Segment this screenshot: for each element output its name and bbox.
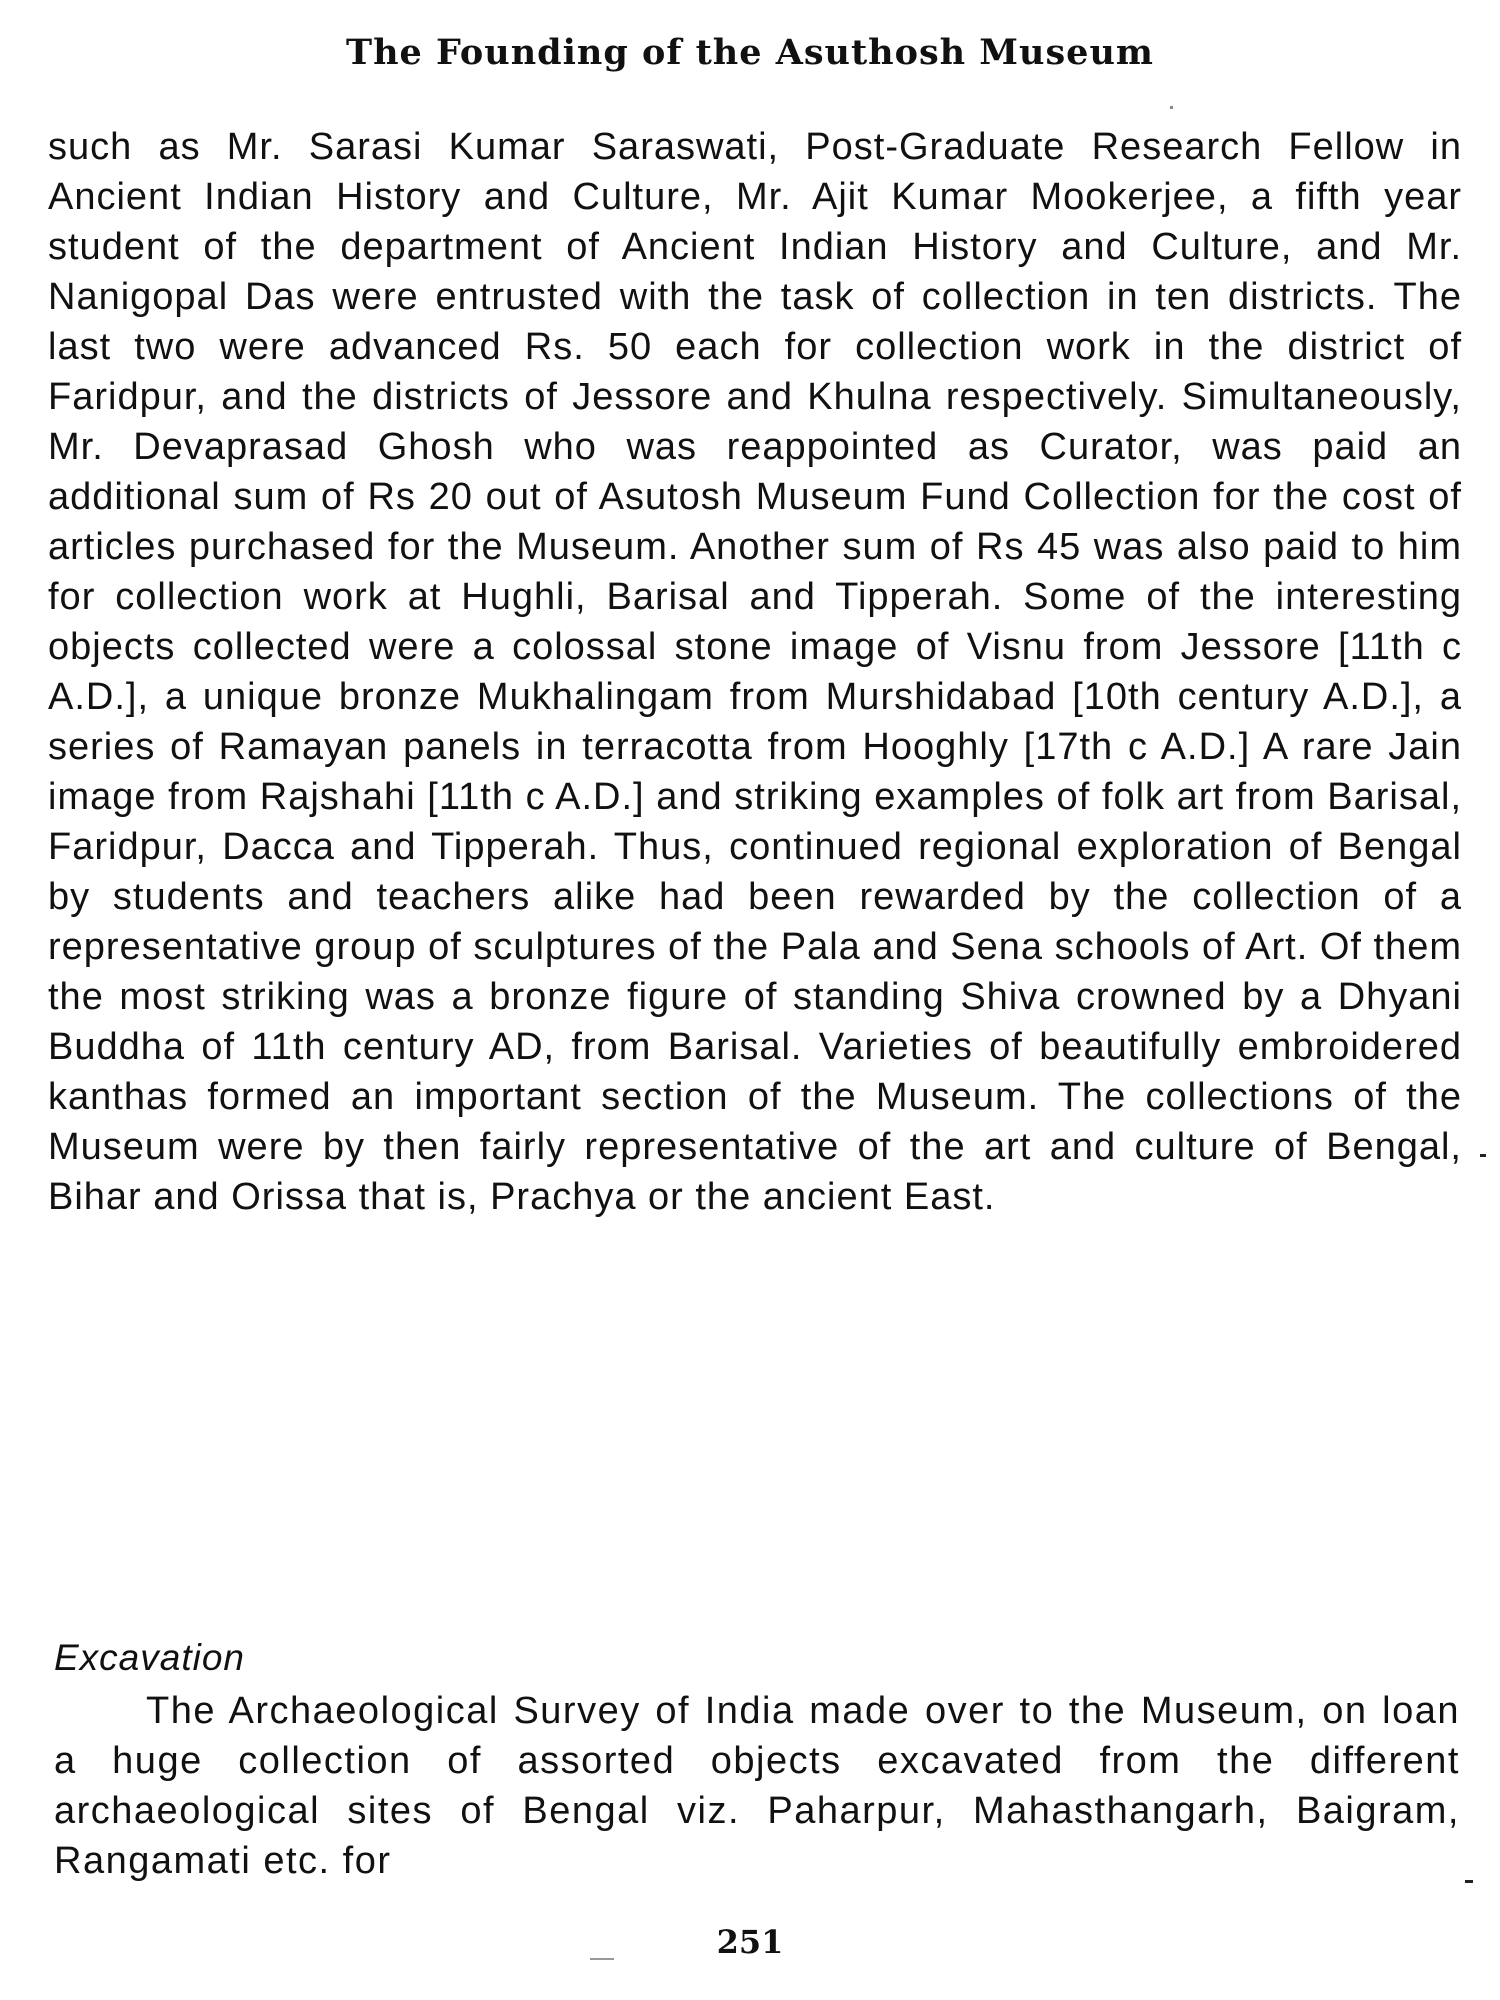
running-header: The Founding of the Asuthosh Museum: [346, 32, 1154, 73]
page-number: 251: [716, 1923, 784, 1961]
scan-speck: [1465, 1880, 1473, 1883]
body-paragraph: such as Mr. Sarasi Kumar Saraswati, Post-Graduate Research Fellow in Ancient Indian History and Culture, Mr. Ajit Kumar Mookerjee, a fifth year student of the department of Ancient Indian History and Culture, and Mr. Nanigopal Das were entrusted with the task of collection in ten districts. The last two were advanced Rs. 50 each for collection work in the district of Faridpur, and the districts of Jessore and Khulna respectively. Simultaneously, Mr. Devaprasad Ghosh who was reappointed as Curator, was paid an additional sum of Rs 20 out of Asutosh Museum Fund Collection for the cost of articles purchased for the Museum. Another sum of Rs 45 was also paid to him for collection work at Hughli, Barisal and Tipperah. Some of the interesting objects collected were a colossal stone image of Visnu from Jessore [11th c A.D.], a unique bronze Mukhalingam from Murshidabad [10th century A.D.], a series of Ramayan panels in terracotta from Hooghly [17th c A.D.] A rare Jain image from Rajshahi [11th c A.D.] and striking examples of folk art from Barisal, Faridpur, Dacca and Tipperah. Thus, continued regional exploration of Bengal by students and teachers alike had been rewarded by the collection of a representative group of sculptures of the Pala and Sena schools of Art. Of them the most striking was a bronze figure of standing Shiva crowned by a Dhyani Buddha of 11th century AD, from Barisal. Varieties of beautifully embroidered kanthas formed an important section of the Museum. The collections of the Museum were by then fairly representative of the art and culture of Bengal, Bihar and Orissa that is, Prachya or the ancient East.: [48, 126, 1462, 1218]
body-paragraph-2: The Archaeological Survey of India made over to the Museum, on loan a huge collection of assorted objects excavated from the different archaeological sites of Bengal viz. Paharpur, Mahasthangarh, Baigram, Rangamati etc. for: [54, 1690, 1460, 1882]
scan-speck: [1170, 106, 1173, 109]
section-heading: Excavation: [54, 1637, 245, 1678]
scan-speck: [1480, 1154, 1486, 1157]
scan-speck: [590, 1958, 614, 1960]
